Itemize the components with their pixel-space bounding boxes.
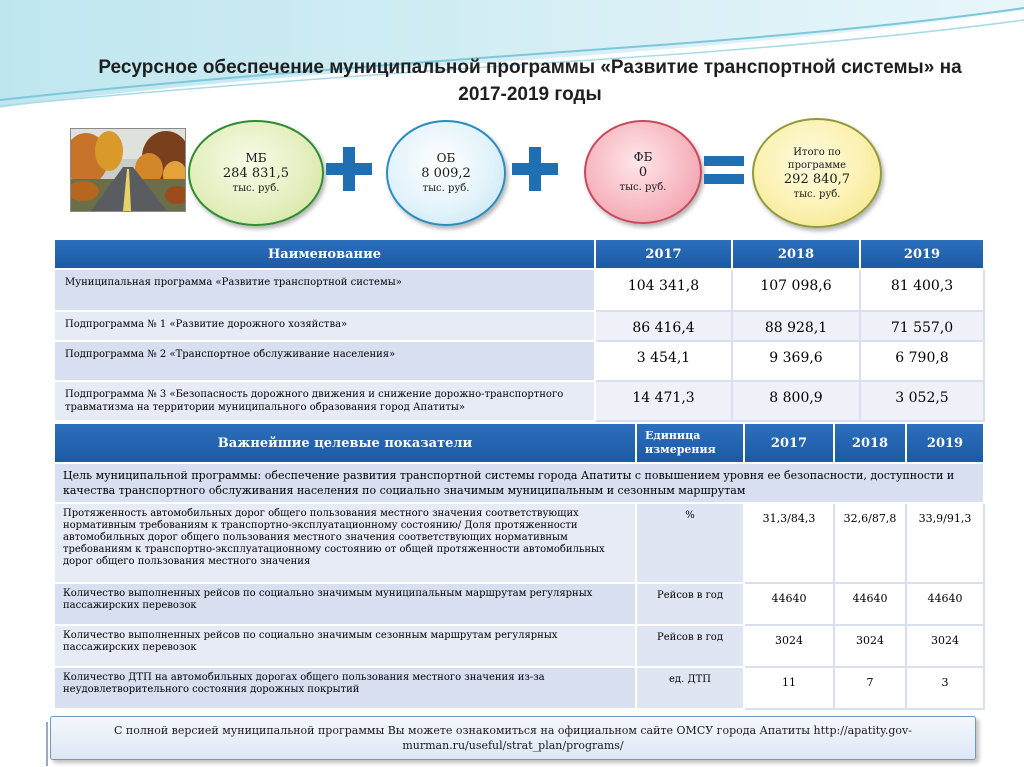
value-2017: 14 471,3 (595, 381, 732, 421)
value-2017: 86 416,4 (595, 311, 732, 341)
value-2019: 71 557,0 (860, 311, 984, 341)
equals-icon (704, 154, 744, 186)
budget-fb-unit: тыс. руб. (619, 182, 667, 193)
col-header-2018: 2018 (732, 239, 860, 269)
page-title (60, 54, 1000, 108)
autumn-road-photo (70, 128, 186, 212)
col-header-name: Наименование (54, 239, 595, 269)
budget-fb-circle (584, 120, 702, 224)
budget-fb-value: 0 (638, 165, 648, 180)
value-2018: 9 369,6 (732, 341, 860, 381)
budget-total-label-line2: программе (787, 159, 847, 171)
indicator-name: Протяженность автомобильных дорог общего пользования местного значения соответствующих нормативным требованиям к транспортно-эксплуатационному состоянию/ Доля протяженности автомобильных дорог общего пользования местного значения соответствующих нормативным требованиям к транспортно-эксплуатационному состоянию от общей протяженности автомобильных дорог общего пользования местного значения (54, 503, 636, 583)
row-name: Подпрограмма № 3 «Безопасность дорожного движения и снижение дорожно-транспортного травматизма на территории муниципального образования город Апатиты» (54, 381, 595, 421)
footer-note (50, 716, 976, 760)
indicators-table (53, 422, 985, 710)
indicator-unit: ед. ДТП (636, 667, 744, 709)
value-2017: 3024 (744, 625, 834, 667)
budget-ob-label: ОБ (436, 151, 456, 165)
table-row (54, 667, 984, 709)
value-2019: 3 052,5 (860, 381, 984, 421)
budget-ob-unit: тыс. руб. (422, 183, 470, 194)
value-2018: 8 800,9 (732, 381, 860, 421)
col-header-2018: 2018 (834, 423, 906, 463)
value-2018: 107 098,6 (732, 269, 860, 311)
value-2019: 3 (906, 667, 984, 709)
col-header-2017: 2017 (744, 423, 834, 463)
budget-ob-circle (386, 120, 506, 226)
indicator-name: Количество ДТП на автомобильных дорогах общего пользования местного значения из-за неудовлетворительного состояния дорожных покрытий (54, 667, 636, 709)
budget-mb-unit: тыс. руб. (232, 183, 280, 194)
budget-total-label-line1: Итого по (793, 146, 841, 158)
indicator-unit: Рейсов в год (636, 625, 744, 667)
row-name: Подпрограмма № 1 «Развитие дорожного хозяйства» (54, 311, 595, 341)
budget-fb-label: ФБ (633, 150, 653, 164)
row-name: Муниципальная программа «Развитие транспортной системы» (54, 269, 595, 311)
budget-total-value: 292 840,7 (783, 171, 851, 187)
page-title-line1: Ресурсное обеспечение муниципальной программы «Развитие транспортной системы» на (98, 57, 962, 78)
value-2019: 3024 (906, 625, 984, 667)
footer-text: С полной версией муниципальной программы Вы можете ознакомиться на официальном сайте ОМСУ города Апатиты http://apatity.gov-murman.ru/useful/strat_plan/programs/ (114, 724, 912, 752)
row-name: Подпрограмма № 2 «Транспортное обслуживание населения» (54, 341, 595, 381)
page-title-line2: 2017-2019 годы (458, 84, 602, 105)
plus-icon (512, 147, 558, 191)
col-header-2019: 2019 (860, 239, 984, 269)
plus-icon (326, 147, 372, 191)
col-header-2017: 2017 (595, 239, 732, 269)
budget-mb-label: МБ (245, 151, 267, 165)
col-header-indicators: Важнейшие целевые показатели (54, 423, 636, 463)
budget-mb-circle (188, 120, 324, 226)
finance-table-header (54, 239, 984, 269)
table-row (54, 341, 984, 381)
indicator-unit: Рейсов в год (636, 583, 744, 625)
value-2018: 3024 (834, 625, 906, 667)
value-2018: 7 (834, 667, 906, 709)
indicator-unit: % (636, 503, 744, 583)
value-2017: 11 (744, 667, 834, 709)
value-2018: 88 928,1 (732, 311, 860, 341)
table-row (54, 625, 984, 667)
value-2017: 44640 (744, 583, 834, 625)
col-header-2019: 2019 (906, 423, 984, 463)
value-2017: 3 454,1 (595, 341, 732, 381)
table-row (54, 503, 984, 583)
col-header-unit: Единица измерения (636, 423, 744, 463)
indicators-table-header (54, 423, 984, 463)
goal-row (54, 463, 984, 503)
budget-total-circle (752, 118, 882, 228)
value-2018: 32,6/87,8 (834, 503, 906, 583)
program-goal: Цель муниципальной программы: обеспечение развития транспортной системы города Апатиты с повышением уровня ее безопасности, доступности и качества транспортного обслуживания населения по социально значимым муниципальным и сезонным маршрутам (54, 463, 984, 503)
table-row (54, 583, 984, 625)
value-2019: 44640 (906, 583, 984, 625)
value-2018: 44640 (834, 583, 906, 625)
budget-mb-value: 284 831,5 (222, 166, 290, 181)
budget-total-unit: тыс. руб. (793, 188, 841, 200)
value-2017: 104 341,8 (595, 269, 732, 311)
finance-table (53, 238, 985, 422)
footer-edge-decoration (46, 722, 48, 766)
table-row (54, 381, 984, 421)
budget-ob-value: 8 009,2 (421, 166, 471, 181)
value-2019: 33,9/91,3 (906, 503, 984, 583)
indicator-name: Количество выполненных рейсов по социально значимым сезонным маршрутам регулярных пассажирских перевозок (54, 625, 636, 667)
table-row (54, 311, 984, 341)
value-2019: 81 400,3 (860, 269, 984, 311)
table-row (54, 269, 984, 311)
indicator-name: Количество выполненных рейсов по социально значимым муниципальным маршрутам регулярных пассажирских перевозок (54, 583, 636, 625)
value-2017: 31,3/84,3 (744, 503, 834, 583)
value-2019: 6 790,8 (860, 341, 984, 381)
